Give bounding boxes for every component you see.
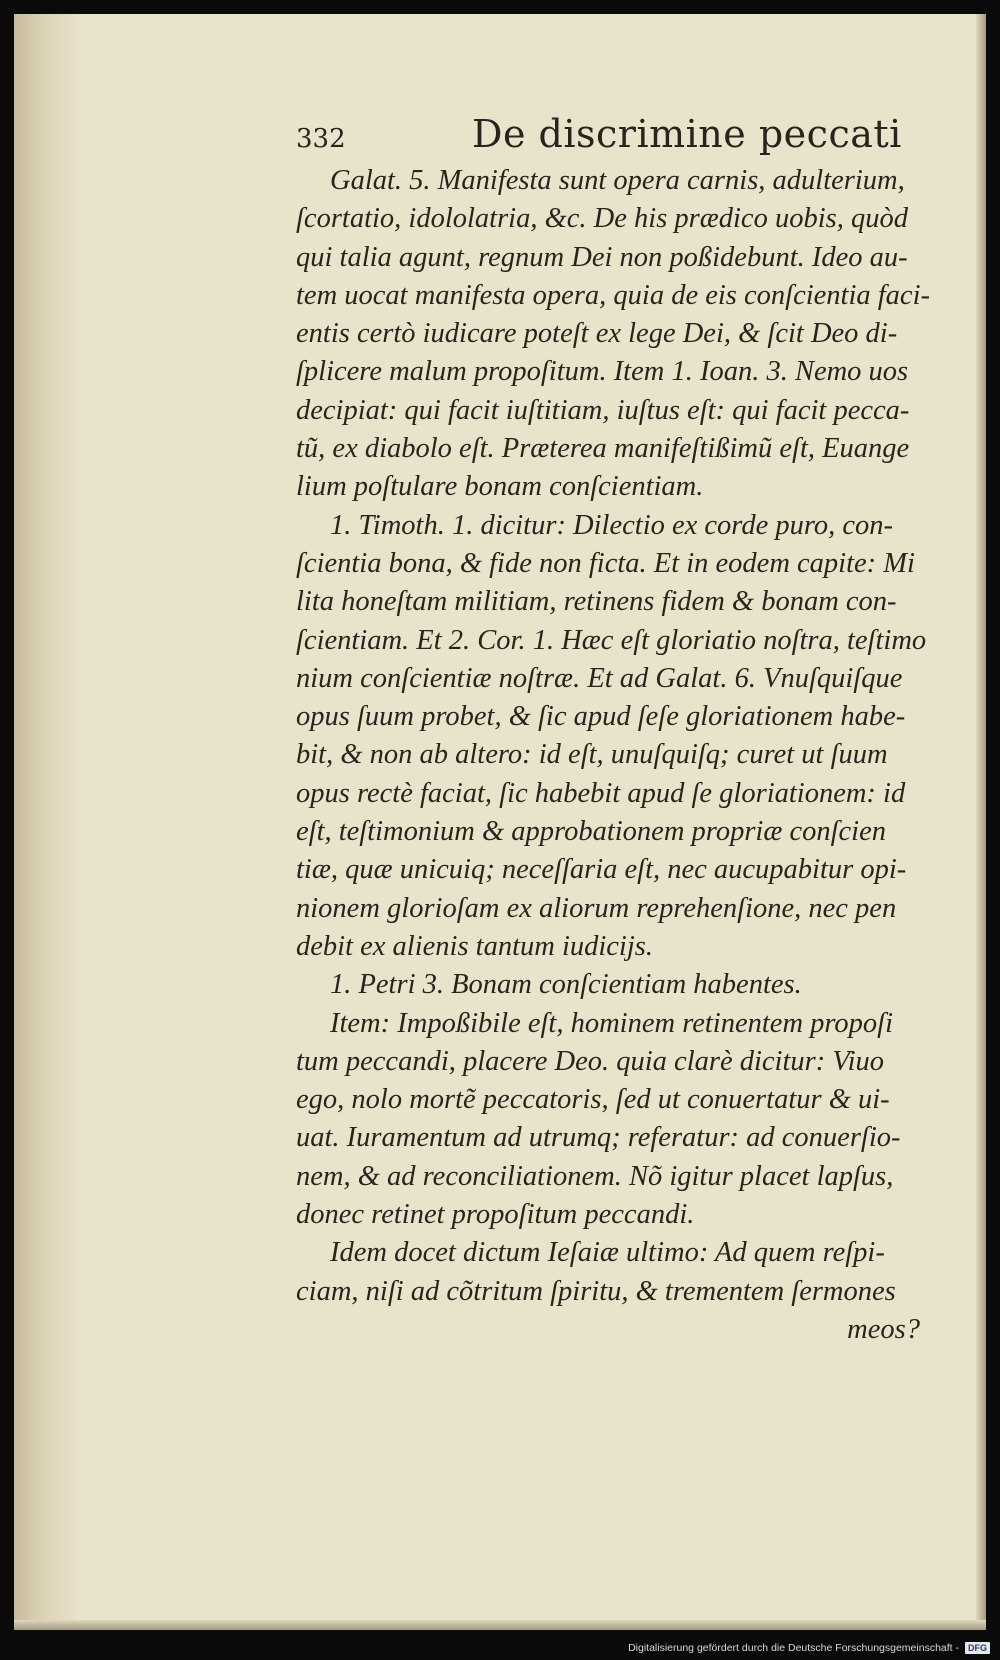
text-line: lium poſtulare bonam conſcientiam.: [296, 471, 704, 503]
page-gutter-shadow: [14, 14, 76, 1630]
dfg-logo-icon: DFG: [965, 1642, 990, 1654]
text-line: nium conſcientiæ noſtræ. Et ad Galat. 6. Vnuſquiſque: [296, 662, 903, 694]
text-line: ſcientia bona, & fide non ficta. Et in eodem capite: Mi: [296, 547, 915, 579]
text-line: ſplicere malum propoſitum. Item 1. Ioan. 3. Nemo uos: [296, 356, 909, 388]
text-line: bit, & non ab altero: id eſt, unuſquiſq; curet ut ſuum: [296, 739, 888, 771]
text-line: Galat. 5. Manifesta sunt opera carnis, adulterium,: [330, 165, 905, 196]
book-page: [14, 14, 986, 1630]
running-head: [296, 112, 946, 162]
funding-text: Digitalisierung gefördert durch die Deutsche Forschungsgemeinschaft -: [628, 1642, 959, 1654]
text-line: decipiat: qui facit iuſtitiam, iuſtus eſt: qui facit pecca-: [296, 394, 910, 426]
text-line: tũ, ex diabolo eſt. Præterea manifeſtißimũ eſt, Euange: [296, 433, 910, 465]
page-edge-right: [976, 14, 986, 1630]
text-line: qui talia agunt, regnum Dei non poßidebunt. Ideo au-: [296, 241, 908, 273]
running-title: De discrimine peccati: [472, 112, 902, 156]
text-line: Idem docet dictum Ieſaiæ ultimo: Ad quem reſpi-: [330, 1237, 885, 1269]
text-line: eſt, teſtimonium & approbationem propriæ conſcien: [296, 816, 886, 848]
text-line: opus ſuum probet, & ſic apud ſeſe gloriationem habe-: [296, 701, 906, 733]
body-text: [296, 162, 944, 1349]
text-line: donec retinet propoſitum peccandi.: [296, 1199, 695, 1231]
text-line: debit ex alienis tantum iudicijs.: [296, 930, 653, 962]
text-line: 1. Petri 3. Bonam conſcientiam habentes.: [330, 969, 802, 1001]
text-line: entis certò iudicare poteſt ex lege Dei, & ſcit Deo di-: [296, 318, 898, 350]
catchword: meos?: [847, 1313, 920, 1345]
text-line: tiæ, quæ unicuiq; neceſſaria eſt, nec aucupabitur opi-: [296, 854, 907, 886]
text-line: tum peccandi, placere Deo. quia clarè dicitur: Viuo: [296, 1045, 885, 1077]
text-line: ſcientiam. Et 2. Cor. 1. Hæc eſt gloriatio noſtra, teſtimo: [296, 624, 927, 656]
text-line: tem uocat manifesta opera, quia de eis conſcientia faci-: [296, 279, 930, 311]
text-line: uat. Iuramentum ad utrumq; referatur: ad conuerſio-: [296, 1122, 901, 1154]
text-line: opus rectè faciat, ſic habebit apud ſe gloriationem: id: [296, 777, 906, 809]
text-line: Item: Impoßibile eſt, hominem retinentem propoſi: [330, 1007, 894, 1039]
page-edge-bottom: [14, 1620, 986, 1630]
text-line: ſcortatio, idololatria, &c. De his prædico uobis, quòd: [296, 203, 908, 235]
funding-footer: [628, 1640, 990, 1656]
text-line: ego, nolo mortẽ peccatoris, ſed ut conuertatur & ui-: [296, 1084, 890, 1116]
text-line: nem, & ad reconciliationem. Nõ igitur placet lapſus,: [296, 1160, 894, 1192]
text-line: ciam, niſi ad cõtritum ſpiritu, & trementem ſermones: [296, 1275, 896, 1307]
page-number: 332: [296, 124, 346, 154]
text-line: lita honeſtam militiam, retinens fidem & bonam con-: [296, 586, 897, 618]
text-line: nionem glorioſam ex aliorum reprehenſione, nec pen: [296, 892, 897, 924]
text-line: 1. Timoth. 1. dicitur: Dilectio ex corde puro, con-: [330, 509, 894, 541]
